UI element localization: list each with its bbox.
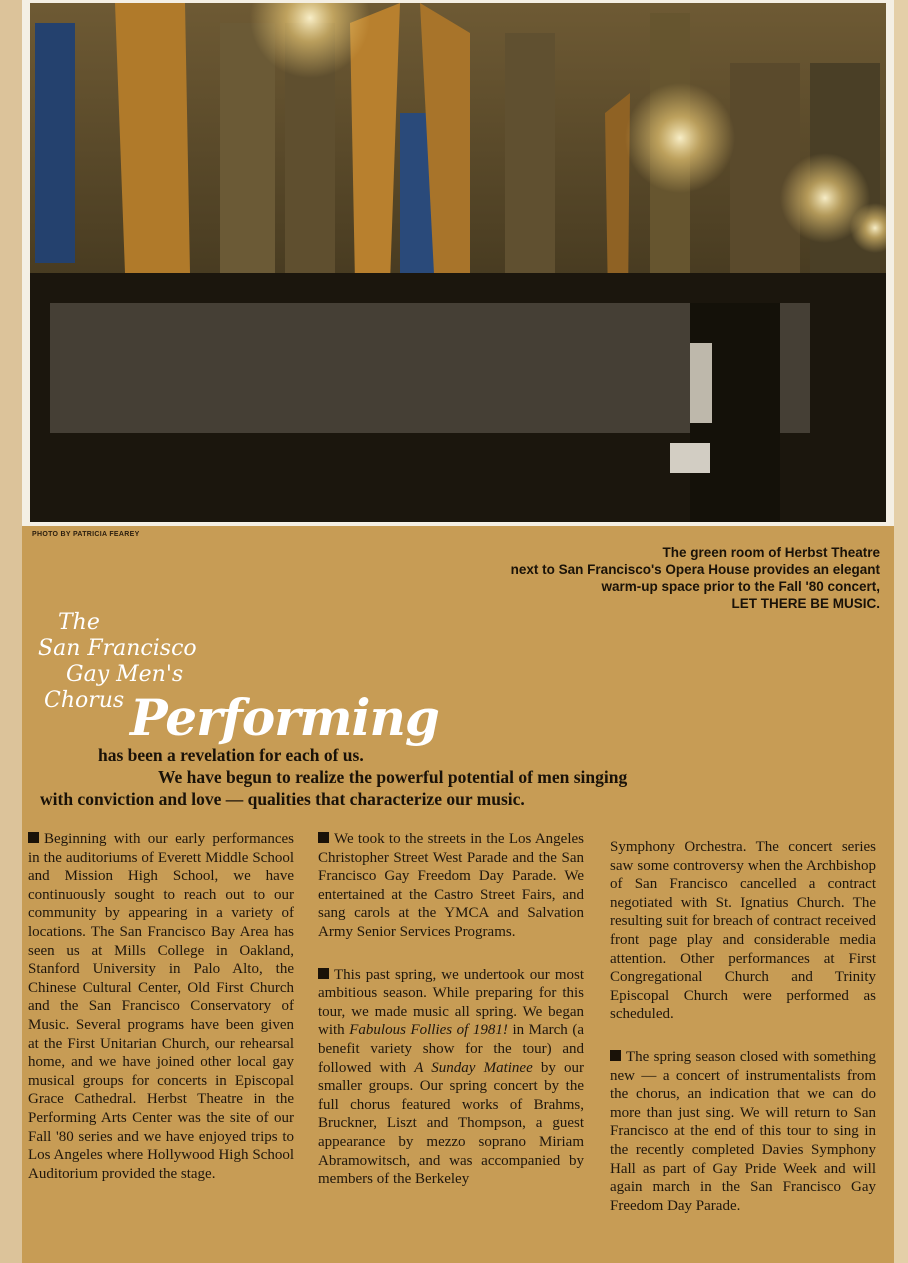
page-edge-right	[894, 0, 908, 1263]
logo-line: San Francisco	[38, 636, 197, 661]
logo-line: Gay Men's	[66, 662, 184, 687]
intro-text	[40, 744, 680, 810]
logo-line: Chorus	[44, 688, 125, 713]
photo-caption	[460, 544, 880, 612]
paragraph-text: This past spring, we undertook our most ambitious season. While preparing for this tour, we made music all spring. We began with	[318, 966, 584, 1039]
page-edge-left	[0, 0, 22, 1263]
intro-line: with conviction and love — qualities that characterize our music.	[40, 789, 525, 809]
paragraph	[318, 966, 584, 1189]
bullet-square-icon	[28, 832, 39, 843]
text-column-3	[610, 838, 876, 1215]
caption-line: LET THERE BE MUSIC.	[731, 596, 880, 611]
paragraph	[610, 838, 876, 1024]
paragraph	[610, 1048, 876, 1215]
paragraph-text: by our smaller groups. Our spring concert by the full chorus featured works of Brahms, Bruckner, Liszt and Thompson, a guest appearance by mezzo soprano Miriam Abramowitsch, and was accompanied by members of the Berkeley	[318, 1059, 584, 1188]
paragraph-text: Symphony Orchestra. The concert series saw some controversy when the Archbishop of San Francisco cancelled a contract negotiated with St. Ignatius Church. The resulting suit for breach of contract received front page play and considerable media attention. Other performances at First Congregational Church and Trinity Episcopal Church were performed as scheduled.	[610, 839, 876, 1023]
paragraph	[28, 830, 294, 1183]
paragraph-text: Beginning with our early performances in the auditoriums of Everett Middle School and Mission High School, we have continuously sought to reach out to our community by appearing in a variety of locations. The San Francisco Bay Area has seen us at Mills College in Oakland, Stanford University in Palo Alto, the Chinese Cultural Center, Old First Church and the San Francisco Conservatory of Music. Several programs have been given at the First Unitarian Church, our rehearsal home, and we have joined other local gay musical groups for concerts in Episcopal Grace Cathedral. Herbst Theatre in the Performing Arts Center was the site of our Fall '80 series and we have enjoyed trips to Los Angeles where Hollywood High School Auditorium provided the stage.	[28, 831, 294, 1182]
intro-line: We have begun to realize the powerful potential of men singing	[158, 767, 628, 787]
text-column-1	[28, 830, 294, 1183]
bullet-square-icon	[318, 832, 329, 843]
paragraph-text: We took to the streets in the Los Angeles Christopher Street West Parade and the San Francisco Gay Freedom Day Parade. We entertained at the Castro Street Fairs, and sang carols at the YMCA and Salvation Army Senior Services Programs.	[318, 831, 584, 940]
chorus-photo	[30, 3, 886, 522]
chorus-photo-illustration	[30, 3, 886, 522]
paragraph	[318, 830, 584, 942]
paragraph-text: The spring season closed with something new — a concert of instrumentalists from the chorus, an indication that we can do more than just sing. We will return to San Francisco at the end of this tour to sing in the recently completed Davies Symphony Hall as part of Gay Pride Week and will again march in the San Francisco Gay Freedom Day Parade.	[610, 1048, 876, 1214]
text-column-2	[318, 830, 584, 1189]
show-title: A Sunday Matinee	[414, 1059, 533, 1076]
bullet-square-icon	[318, 968, 329, 979]
paragraph-text: in March (a benefit variety show for the tour) and followed with	[318, 1022, 585, 1076]
page-title: Performing	[130, 688, 439, 747]
caption-line: The green room of Herbst Theatre	[662, 545, 880, 560]
logo-line: The	[58, 610, 100, 635]
caption-line: next to San Francisco's Opera House provides an elegant	[510, 562, 880, 577]
bullet-square-icon	[610, 1050, 621, 1061]
photo-credit: PHOTO BY PATRICIA FEAREY	[32, 531, 140, 538]
caption-line: warm-up space prior to the Fall '80 concert,	[601, 579, 880, 594]
intro-line: has been a revelation for each of us.	[98, 745, 364, 765]
show-title: Fabulous Follies of 1981!	[349, 1022, 508, 1039]
